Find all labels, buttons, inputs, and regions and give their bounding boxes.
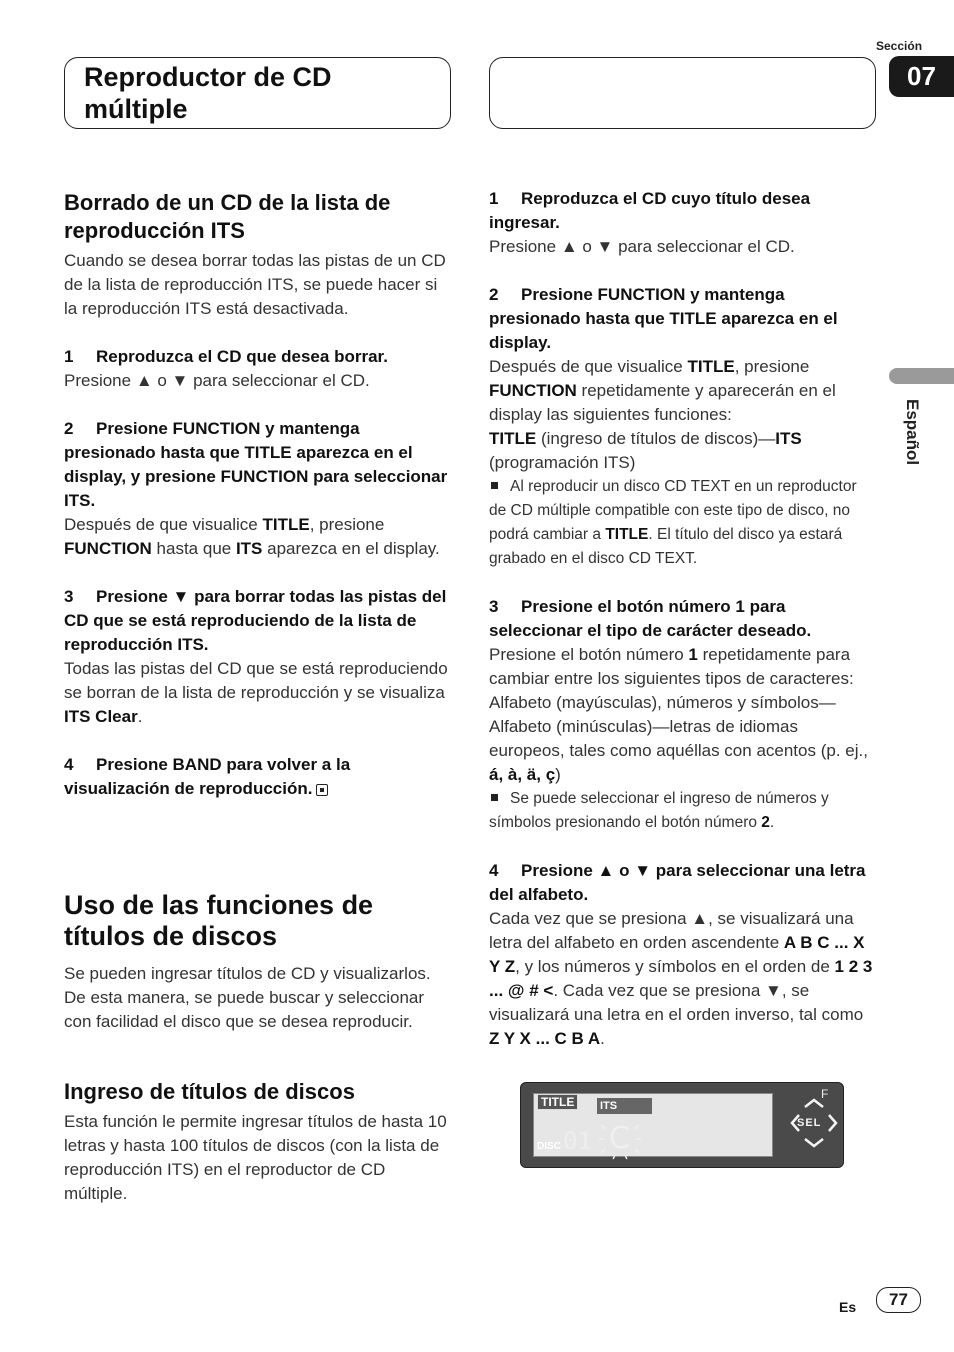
subsection-heading-title-input: Ingreso de títulos de discos xyxy=(64,1079,355,1104)
disc-label: DISC xyxy=(537,1141,561,1152)
step-4 xyxy=(64,753,452,801)
step-2 xyxy=(489,283,877,355)
paragraph: Se pueden ingresar títulos de CD y visualizarlos. De esta manera, se puede buscar y seleccionar con facilidad el disco que se desea reproducir. xyxy=(64,964,431,1031)
step-number: 1 xyxy=(64,347,74,366)
step-title: Presione FUNCTION y mantenga presionado hasta que TITLE aparezca en el display. xyxy=(489,285,838,352)
language-tab xyxy=(889,368,954,384)
step-number: 3 xyxy=(489,597,499,616)
paragraph: Cuando se desea borrar todas las pistas de un CD de la lista de reproducción ITS, se puede hacer si la reproducción ITS está desactivada. xyxy=(64,251,446,318)
step-title: Reproduzca el CD que desea borrar. xyxy=(96,347,388,366)
head-unit-display-illustration xyxy=(520,1082,844,1168)
step-body-functions: TITLE (ingreso de títulos de discos)—ITS (programación ITS) xyxy=(489,429,802,472)
disc-number: 01 xyxy=(563,1127,592,1155)
step-number: 2 xyxy=(64,419,74,438)
step-title: Presione ▼ para borrar todas las pistas del CD que se está reproduciendo de la lista de reproducción ITS. xyxy=(64,587,447,654)
f-label: F xyxy=(821,1087,829,1101)
its-tag: ITS xyxy=(597,1098,652,1114)
blink-rays-icon xyxy=(595,1117,645,1163)
step-1 xyxy=(489,187,877,235)
page-number: 77 xyxy=(876,1287,921,1313)
section-heading-disc-titles: Uso de las funciones de títulos de discos xyxy=(64,890,374,951)
step-title: Presione el botón número 1 para seleccionar el tipo de carácter deseado. xyxy=(489,597,812,640)
left-column xyxy=(64,189,452,801)
step-body: Presione ▲ o ▼ para seleccionar el CD. xyxy=(489,237,795,256)
note-bullet-icon xyxy=(491,482,498,489)
step-number: 1 xyxy=(489,189,499,208)
section-number: 07 xyxy=(889,56,954,97)
title-tag: TITLE xyxy=(537,1094,578,1110)
step-body: Después de que visualice TITLE, presione FUNCTION repetidamente y aparecerán en el display las siguientes funciones: xyxy=(489,357,836,424)
note: Al reproducir un disco CD TEXT en un reproductor de CD múltiple compatible con este tipo de disco, no podrá cambiar a TITLE. El título del disco ya estará grabado en el disco CD TEXT. xyxy=(489,478,857,567)
language-code: Es xyxy=(839,1299,857,1315)
step-title: Reproduzca el CD cuyo título desea ingresar. xyxy=(489,189,811,232)
step-title: Presione ▲ o ▼ para seleccionar una letra del alfabeto. xyxy=(489,861,866,904)
step-body: Cada vez que se presiona ▲, se visualizará una letra del alfabeto en orden ascendente A B C ... X Y Z, y los números y símbolos en el orden de 1 2 3 ... @ # <. Cada vez que se presiona ▼, se visualizará una letra en el orden inverso, tal como Z Y X ... C B A. xyxy=(489,909,873,1048)
step-2 xyxy=(64,417,452,513)
step-number: 4 xyxy=(489,861,499,880)
right-column xyxy=(489,187,877,1051)
step-4 xyxy=(489,859,877,907)
header-empty-box xyxy=(489,57,876,129)
end-mark-icon xyxy=(316,784,328,796)
paragraph: Esta función le permite ingresar títulos de hasta 10 letras y hasta 100 títulos de discos (con la lista de reproducción ITS) en el reproductor de CD múltiple. xyxy=(64,1112,447,1203)
section-heading-its-delete: Borrado de un CD de la lista de reproducción ITS xyxy=(64,190,391,243)
step-body: Después de que visualice TITLE, presione FUNCTION hasta que ITS aparezca en el display. xyxy=(64,515,440,558)
step-1 xyxy=(64,345,452,369)
step-body-types: Alfabeto (mayúsculas), números y símbolos—Alfabeto (minúsculas)—letras de idiomas europeos, tales como aquéllas con acentos (p. ej., á, à, ä, ç) xyxy=(489,693,868,784)
step-3 xyxy=(64,585,452,657)
step-title: Presione BAND para volver a la visualización de reproducción. xyxy=(64,755,351,798)
step-3 xyxy=(489,595,877,643)
sel-label: SEL xyxy=(797,1117,822,1129)
step-body: Presione ▲ o ▼ para seleccionar el CD. xyxy=(64,371,370,390)
note: Se puede seleccionar el ingreso de números y símbolos presionando el botón número 2. xyxy=(489,790,829,831)
language-label: Español xyxy=(903,399,922,466)
left-column-lower xyxy=(64,890,452,1206)
step-number: 3 xyxy=(64,587,74,606)
step-body: Presione el botón número 1 repetidamente para cambiar entre los siguientes tipos de caracteres: xyxy=(489,645,854,688)
cursor-character: C xyxy=(609,1121,630,1156)
step-title: Presione FUNCTION y mantenga presionado hasta que TITLE aparezca en el display, y presione FUNCTION para seleccionar ITS. xyxy=(64,419,448,510)
step-number: 4 xyxy=(64,755,74,774)
note-bullet-icon xyxy=(491,794,498,801)
step-body: Todas las pistas del CD que se está reproduciendo se borran de la lista de reproducción y se visualiza ITS Clear. xyxy=(64,659,448,726)
step-number: 2 xyxy=(489,285,499,304)
chapter-title: Reproductor de CD múltiple xyxy=(84,62,332,124)
section-label: Sección xyxy=(876,39,923,53)
